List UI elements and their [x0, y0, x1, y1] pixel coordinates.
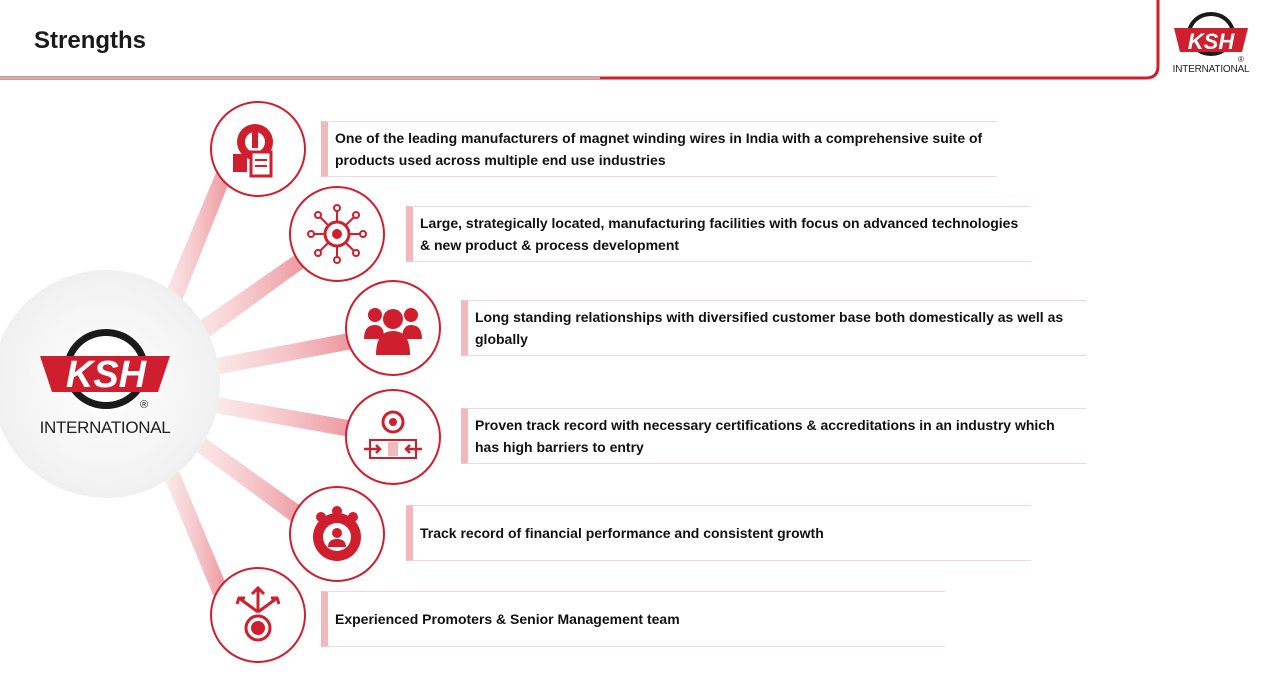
strength-icon-circle-5 [289, 486, 385, 582]
growth-arrows-money-icon [227, 584, 289, 646]
strength-item-3 [461, 300, 1086, 356]
strength-text-1: One of the leading manufacturers of magnet winding wires in India with a comprehensive suite of products used across multiple end use industries [335, 130, 983, 168]
strength-icon-circle-1 [210, 101, 306, 197]
strength-text-3: Long standing relationships with diversified customer base both domestically as well as globally [475, 309, 1064, 347]
brand-name-hub: INTERNATIONAL [39, 418, 171, 437]
strength-icon-circle-2 [289, 186, 385, 282]
strength-text-4: Proven track record with necessary certifications & accreditations in an industry which has high barriers to entry [475, 417, 1055, 455]
brand-registered-mark: ® [1238, 55, 1244, 64]
customer-group-icon [362, 297, 424, 359]
strength-item-1 [321, 121, 997, 177]
brand-logo-hub-letters: KSH [65, 354, 147, 396]
strength-item-5 [406, 505, 1031, 561]
brand-registered-mark-hub: ® [140, 399, 149, 411]
strength-text-6: Experienced Promoters & Senior Management team [335, 611, 680, 627]
strength-item-2 [406, 206, 1031, 262]
gear-wrench-document-icon [227, 118, 289, 180]
page-title: Strengths [34, 27, 147, 54]
strength-text-5: Track record of financial performance and consistent growth [420, 525, 824, 541]
strength-text-2: Large, strategically located, manufacturing facilities with focus on advanced technologies & new product & process development [420, 215, 1019, 253]
brand-name-small: INTERNATIONAL [1172, 64, 1250, 75]
strength-icon-circle-3 [345, 280, 441, 376]
gear-puzzle-certification-icon [362, 406, 424, 468]
brand-logo-hub [30, 326, 180, 418]
strength-icon-circle-4 [345, 389, 441, 485]
brand-logo-small-letters: KSH [1187, 29, 1235, 54]
team-gear-icon [306, 503, 368, 565]
strength-icon-circle-6 [210, 567, 306, 663]
strength-item-6 [321, 591, 945, 647]
strength-item-4 [461, 408, 1086, 464]
gear-network-icon [306, 203, 368, 265]
